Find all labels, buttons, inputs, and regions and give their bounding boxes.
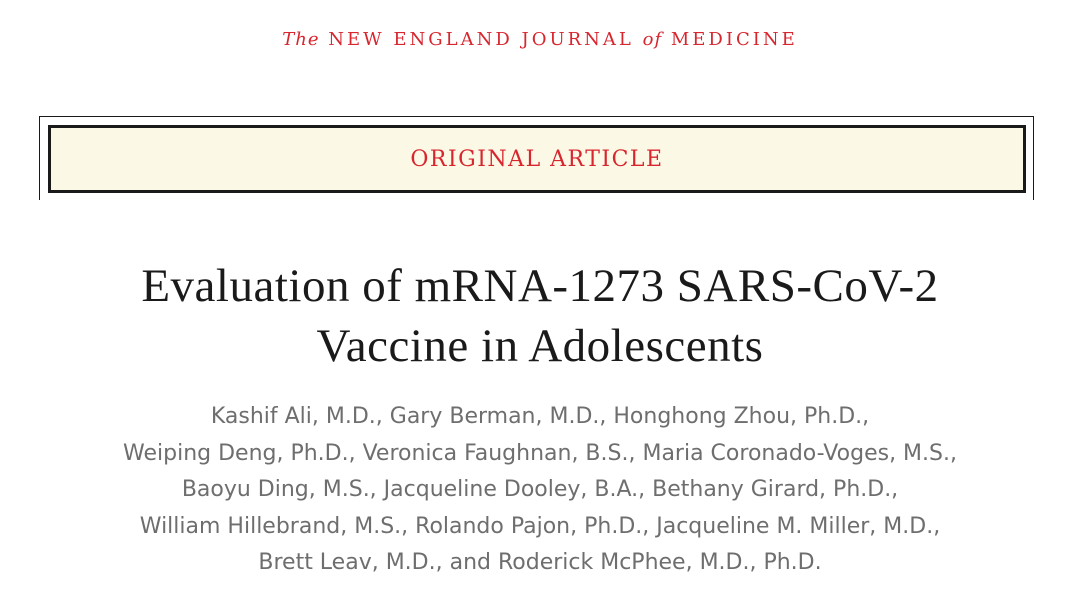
article-title	[0, 256, 1080, 376]
author-line-3: Baoyu Ding, M.S., Jacqueline Dooley, B.A., Bethany Girard, Ph.D.,	[181, 477, 899, 502]
title-line-1: Evaluation of mRNA-1273 SARS-CoV-2	[141, 260, 939, 312]
author-line-1: Kashif Ali, M.D., Gary Berman, M.D., Honghong Zhou, Ph.D.,	[210, 404, 870, 429]
journal-masthead	[0, 29, 1080, 50]
section-banner	[48, 125, 1026, 193]
author-line-5: Brett Leav, M.D., and Roderick McPhee, M.D., Ph.D.	[258, 550, 822, 575]
masthead-of: of	[642, 29, 663, 50]
masthead-new-england-journal: NEW ENGLAND JOURNAL	[328, 29, 634, 50]
author-line-4: William Hillebrand, M.S., Rolando Pajon, Ph.D., Jacqueline M. Miller, M.D.,	[139, 513, 941, 539]
masthead-medicine: MEDICINE	[670, 29, 798, 50]
author-line-2: Weiping Deng, Ph.D., Veronica Faughnan, B.S., Maria Coronado-Voges, M.S.,	[123, 440, 957, 466]
title-line-2: Vaccine in Adolescents	[316, 320, 764, 372]
masthead-the: The	[282, 29, 320, 50]
author-list	[0, 399, 1080, 582]
section-label: ORIGINAL ARTICLE	[410, 146, 664, 172]
